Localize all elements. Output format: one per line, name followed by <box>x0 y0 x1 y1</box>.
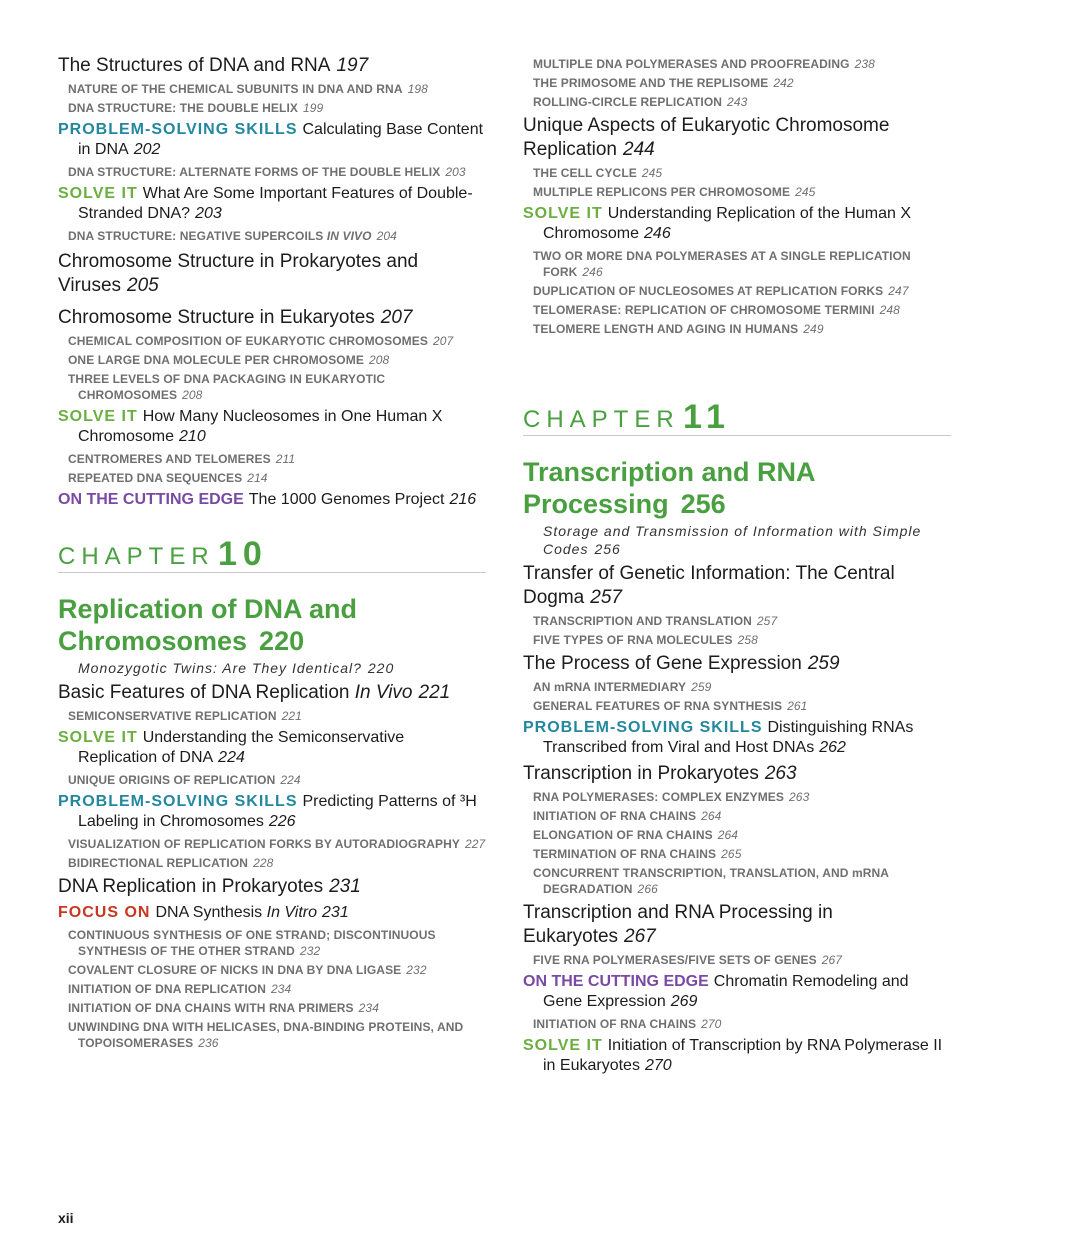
page-number: 205 <box>127 275 159 296</box>
page-number: 247 <box>888 284 909 298</box>
subsection-title: CHEMICAL COMPOSITION OF EUKARYOTIC CHROMOSOMES <box>68 334 428 348</box>
section-heading[interactable] <box>58 875 486 899</box>
page-number: 220 <box>367 660 395 676</box>
story-title: Storage and Transmission of Information with Simple Codes <box>543 523 922 557</box>
subsection[interactable] <box>533 808 951 824</box>
subsection-title: UNIQUE ORIGINS OF REPLICATION <box>68 773 276 787</box>
page-number: 232 <box>406 963 427 977</box>
subsection[interactable] <box>68 981 486 997</box>
page-number: 259 <box>691 680 712 694</box>
subsection-title: BIDIRECTIONAL REPLICATION <box>68 856 249 870</box>
page-number: 198 <box>407 82 428 96</box>
subsection-title: INITIATION OF RNA CHAINS <box>533 809 697 823</box>
subsection-title: INITIATION OF RNA CHAINS <box>533 1017 697 1031</box>
chapter-number: 11 <box>683 398 731 436</box>
subsection-title: TERMINATION OF RNA CHAINS <box>533 847 717 861</box>
subsection-emphasis: IN VIVO <box>326 229 372 243</box>
subsection[interactable] <box>533 94 951 110</box>
feature-title: Distinguishing RNAs Transcribed from Viral and Host DNAs <box>543 719 914 756</box>
subsection[interactable] <box>68 962 486 978</box>
chapter-word: CHAPTER <box>523 406 680 433</box>
subsection[interactable] <box>533 184 951 200</box>
page-number: 203 <box>445 165 466 179</box>
subsection[interactable] <box>68 100 486 116</box>
page-number: 226 <box>268 813 296 830</box>
page-number: 263 <box>764 763 797 784</box>
subsection-title: REPEATED DNA SEQUENCES <box>68 471 243 485</box>
section-heading[interactable] <box>58 250 486 298</box>
page-number: 238 <box>854 57 875 71</box>
subsection[interactable] <box>533 248 951 280</box>
page-number: 199 <box>303 101 324 115</box>
feature-title: Calculating Base Content in DNA <box>78 121 484 158</box>
section-heading[interactable] <box>523 562 951 610</box>
feature-tag: SOLVE IT <box>58 408 138 425</box>
subsection[interactable] <box>68 451 486 467</box>
page-number: 231 <box>329 876 361 897</box>
subsection[interactable] <box>68 164 486 180</box>
subsection[interactable] <box>533 321 951 337</box>
page-number: 197 <box>336 55 369 76</box>
subsection[interactable] <box>533 789 951 805</box>
toc-right-column <box>523 50 951 1080</box>
page-number: 270 <box>644 1057 672 1074</box>
page-number: 267 <box>821 953 843 967</box>
page-number: 269 <box>670 993 698 1010</box>
subsection-title: TELOMERASE: REPLICATION OF CHROMOSOME TERMINI <box>533 303 875 317</box>
page-number: 228 <box>253 856 274 870</box>
subsection[interactable] <box>533 165 951 181</box>
subsection[interactable] <box>533 679 951 695</box>
subsection[interactable] <box>68 772 486 788</box>
section-heading[interactable] <box>58 681 486 705</box>
subsection[interactable] <box>533 283 951 299</box>
subsection-title: THE CELL CYCLE <box>533 166 637 180</box>
section-title: DNA Replication in Prokaryotes <box>58 876 324 897</box>
page-number: 220 <box>259 626 305 656</box>
subsection-title: DNA STRUCTURE: NEGATIVE SUPERCOILS <box>68 229 324 243</box>
page-number: 202 <box>133 141 161 158</box>
page-number: 208 <box>368 353 390 367</box>
folio-page-number: xii <box>58 1210 74 1226</box>
subsection-title: DNA STRUCTURE: THE DOUBLE HELIX <box>68 101 298 115</box>
section-title: Transcription and RNA Processing in Eukaryotes <box>523 902 833 947</box>
feature-solve-it[interactable] <box>523 204 951 244</box>
section-title: The Structures of DNA and RNA <box>58 55 331 76</box>
page-number: 214 <box>247 471 268 485</box>
chapter-label <box>58 532 486 573</box>
page-number: 246 <box>644 225 671 242</box>
feature-tag: PROBLEM-SOLVING SKILLS <box>58 793 298 810</box>
feature-tag: PROBLEM-SOLVING SKILLS <box>58 121 298 138</box>
page-number: 270 <box>701 1017 722 1031</box>
page-number: 244 <box>623 139 655 160</box>
page-number: 224 <box>218 749 245 766</box>
subsection[interactable] <box>68 228 486 244</box>
subsection-title: TELOMERE LENGTH AND AGING IN HUMANS <box>533 322 799 336</box>
feature-solve-it[interactable] <box>58 184 486 224</box>
subsection-title: UNWINDING DNA WITH HELICASES, DNA-BINDING PROTEINS, AND TOPOISOMERASES <box>68 1020 464 1050</box>
subsection[interactable] <box>533 1016 951 1032</box>
page-number: 246 <box>582 265 603 279</box>
subsection-title: GENERAL FEATURES OF RNA SYNTHESIS <box>533 699 783 713</box>
section-heading[interactable] <box>523 652 951 676</box>
page-number: 259 <box>807 653 840 674</box>
feature-problem-solving[interactable] <box>58 792 486 832</box>
chapter-title[interactable] <box>523 456 951 520</box>
subsection-title: COVALENT CLOSURE OF NICKS IN DNA BY DNA LIGASE <box>68 963 402 977</box>
subsection[interactable] <box>533 302 951 318</box>
page-number: 207 <box>380 307 413 328</box>
page-number: 232 <box>299 944 321 958</box>
page-number: 267 <box>624 926 656 947</box>
page-number: 227 <box>464 837 486 851</box>
section-heading[interactable] <box>58 54 486 78</box>
subsection-title: CONCURRENT TRANSCRIPTION, TRANSLATION, AND mRNA DEGRADATION <box>533 866 889 896</box>
chapter-story[interactable] <box>543 522 951 558</box>
feature-title: Predicting Patterns of ³H Labeling in Chromosomes <box>78 793 477 830</box>
subsection[interactable] <box>68 836 486 852</box>
feature-title: The 1000 Genomes Project <box>248 491 445 508</box>
section-emphasis: In Vivo <box>354 682 413 703</box>
feature-title: How Many Nucleosomes in One Human X Chromosome <box>78 408 443 445</box>
page-number: 249 <box>803 322 824 336</box>
page-number: 216 <box>449 491 477 508</box>
subsection-title: FIVE RNA POLYMERASES/FIVE SETS OF GENES <box>533 953 817 967</box>
feature-tag: FOCUS ON <box>58 904 151 921</box>
page-number: 236 <box>198 1036 219 1050</box>
subsection-title: INITIATION OF DNA CHAINS WITH RNA PRIMERS <box>68 1001 354 1015</box>
subsection-title: THE PRIMOSOME AND THE REPLISOME <box>533 76 769 90</box>
section-title: Chromosome Structure in Eukaryotes <box>58 307 375 328</box>
subsection-title: INITIATION OF DNA REPLICATION <box>68 982 266 996</box>
feature-tag: SOLVE IT <box>58 729 138 746</box>
page-number: 221 <box>281 709 302 723</box>
feature-problem-solving[interactable] <box>523 718 951 758</box>
page-number: 203 <box>195 205 222 222</box>
section-title: Basic Features of DNA Replication <box>58 682 350 703</box>
section-title: Unique Aspects of Eukaryotic Chromosome Replication <box>523 115 890 160</box>
page-number: 265 <box>721 847 742 861</box>
page-number: 231 <box>322 904 349 921</box>
subsection[interactable] <box>533 865 951 897</box>
feature-tag: ON THE CUTTING EDGE <box>58 491 244 508</box>
subsection-title: THREE LEVELS OF DNA PACKAGING IN EUKARYOTIC CHROMOSOMES <box>68 372 386 402</box>
page-number: 208 <box>182 388 203 402</box>
subsection[interactable] <box>68 352 486 368</box>
subsection[interactable] <box>533 952 951 968</box>
feature-tag: SOLVE IT <box>523 1037 603 1054</box>
subsection-title: TWO OR MORE DNA POLYMERASES AT A SINGLE REPLICATION FORK <box>533 249 911 279</box>
feature-focus-on[interactable] <box>58 903 486 923</box>
page-number: 256 <box>680 489 726 519</box>
page-number: 264 <box>717 828 739 842</box>
section-heading[interactable] <box>523 762 951 786</box>
page-number: 257 <box>590 587 622 608</box>
subsection[interactable] <box>533 75 951 91</box>
subsection[interactable] <box>68 333 486 349</box>
subsection-title: ELONGATION OF RNA CHAINS <box>533 828 713 842</box>
feature-problem-solving[interactable] <box>58 120 486 160</box>
feature-solve-it[interactable] <box>58 728 486 768</box>
page-number: 224 <box>280 773 301 787</box>
feature-cutting-edge[interactable] <box>523 972 951 1012</box>
feature-tag: SOLVE IT <box>523 205 603 222</box>
subsection[interactable] <box>533 613 951 629</box>
feature-title: Understanding the Semiconservative Replication of DNA <box>78 729 405 766</box>
subsection[interactable] <box>533 846 951 862</box>
subsection[interactable] <box>533 698 951 714</box>
page-number: 256 <box>594 541 621 557</box>
section-heading[interactable] <box>58 306 486 330</box>
chapter-story[interactable] <box>78 659 486 677</box>
subsection[interactable] <box>68 1019 486 1051</box>
feature-title: Initiation of Transcription by RNA Polymerase II in Eukaryotes <box>543 1037 943 1074</box>
subsection-title: VISUALIZATION OF REPLICATION FORKS BY AUTORADIOGRAPHY <box>68 837 460 851</box>
subsection-title: MULTIPLE REPLICONS PER CHROMOSOME <box>533 185 791 199</box>
subsection[interactable] <box>68 927 486 959</box>
page-number: 234 <box>358 1001 379 1015</box>
section-title: Transcription in Prokaryotes <box>523 763 759 784</box>
page-number: 263 <box>789 790 810 804</box>
subsection-title: ONE LARGE DNA MOLECULE PER CHROMOSOME <box>68 353 364 367</box>
subsection-title: DUPLICATION OF NUCLEOSOMES AT REPLICATION FORKS <box>533 284 884 298</box>
feature-solve-it[interactable] <box>58 407 486 447</box>
subsection-title: NATURE OF THE CHEMICAL SUBUNITS IN DNA AND RNA <box>68 82 403 96</box>
feature-tag: PROBLEM-SOLVING SKILLS <box>523 719 763 736</box>
toc-left-column <box>58 50 486 1054</box>
page-number: 248 <box>879 303 900 317</box>
page-number: 245 <box>795 185 816 199</box>
subsection[interactable] <box>68 470 486 486</box>
chapter-label <box>523 395 951 436</box>
subsection-title: DNA STRUCTURE: ALTERNATE FORMS OF THE DOUBLE HELIX <box>68 165 441 179</box>
subsection[interactable] <box>68 81 486 97</box>
section-title: The Process of Gene Expression <box>523 653 802 674</box>
feature-title: What Are Some Important Features of Double-Stranded DNA? <box>78 185 473 222</box>
chapter-title-text: Transcription and RNA Processing <box>523 457 815 519</box>
subsection-title: MULTIPLE DNA POLYMERASES AND PROOFREADING <box>533 57 850 71</box>
subsection[interactable] <box>68 1000 486 1016</box>
subsection[interactable] <box>68 371 486 403</box>
page-number: 207 <box>432 334 454 348</box>
page-number: 245 <box>641 166 663 180</box>
subsection-title: ROLLING-CIRCLE REPLICATION <box>533 95 723 109</box>
section-title: Chromosome Structure in Prokaryotes and Viruses <box>58 251 419 296</box>
feature-title: Chromatin Remodeling and Gene Expression <box>543 973 909 1010</box>
chapter-title[interactable] <box>58 593 486 657</box>
section-heading[interactable] <box>523 114 951 162</box>
subsection[interactable] <box>68 855 486 871</box>
page-number: 243 <box>727 95 748 109</box>
story-title: Monozygotic Twins: Are They Identical? <box>78 660 362 676</box>
page-number: 210 <box>179 428 206 445</box>
feature-title: Understanding Replication of the Human X Chromosome <box>543 205 912 242</box>
chapter-title-text: Replication of DNA and Chromosomes <box>58 594 358 656</box>
page-number: 211 <box>275 452 296 466</box>
page-number: 234 <box>271 982 292 996</box>
page-number: 258 <box>737 633 758 647</box>
subsection[interactable] <box>533 827 951 843</box>
subsection-title: CENTROMERES AND TELOMERES <box>68 452 271 466</box>
chapter-number: 10 <box>218 535 268 573</box>
page-number: 221 <box>418 682 451 703</box>
subsection-title: FIVE TYPES OF RNA MOLECULES <box>533 633 733 647</box>
page-number: 242 <box>773 76 794 90</box>
page-number: 204 <box>376 229 397 243</box>
subsection-title: TRANSCRIPTION AND TRANSLATION <box>533 614 752 628</box>
page-number: 262 <box>819 739 846 756</box>
subsection-title: RNA POLYMERASES: COMPLEX ENZYMES <box>533 790 785 804</box>
subsection-title: AN mRNA INTERMEDIARY <box>533 680 687 694</box>
page-number: 261 <box>787 699 808 713</box>
page-number: 266 <box>637 882 658 896</box>
subsection[interactable] <box>533 632 951 648</box>
feature-tag: SOLVE IT <box>58 185 138 202</box>
subsection[interactable] <box>68 708 486 724</box>
page-number: 264 <box>701 809 722 823</box>
feature-tag: ON THE CUTTING EDGE <box>523 973 709 990</box>
page-number: 257 <box>756 614 778 628</box>
feature-title: DNA Synthesis <box>155 904 263 921</box>
subsection-title: SEMICONSERVATIVE REPLICATION <box>68 709 277 723</box>
subsection[interactable] <box>533 56 951 72</box>
feature-solve-it[interactable] <box>523 1036 951 1076</box>
section-heading[interactable] <box>523 901 951 949</box>
section-title: Transfer of Genetic Information: The Central Dogma <box>523 563 895 608</box>
chapter-word: CHAPTER <box>58 543 215 570</box>
feature-cutting-edge[interactable] <box>58 490 486 510</box>
subsection-title: CONTINUOUS SYNTHESIS OF ONE STRAND; DISCONTINUOUS SYNTHESIS OF THE OTHER STRAND <box>68 928 436 958</box>
feature-emphasis: In Vitro <box>266 904 318 921</box>
